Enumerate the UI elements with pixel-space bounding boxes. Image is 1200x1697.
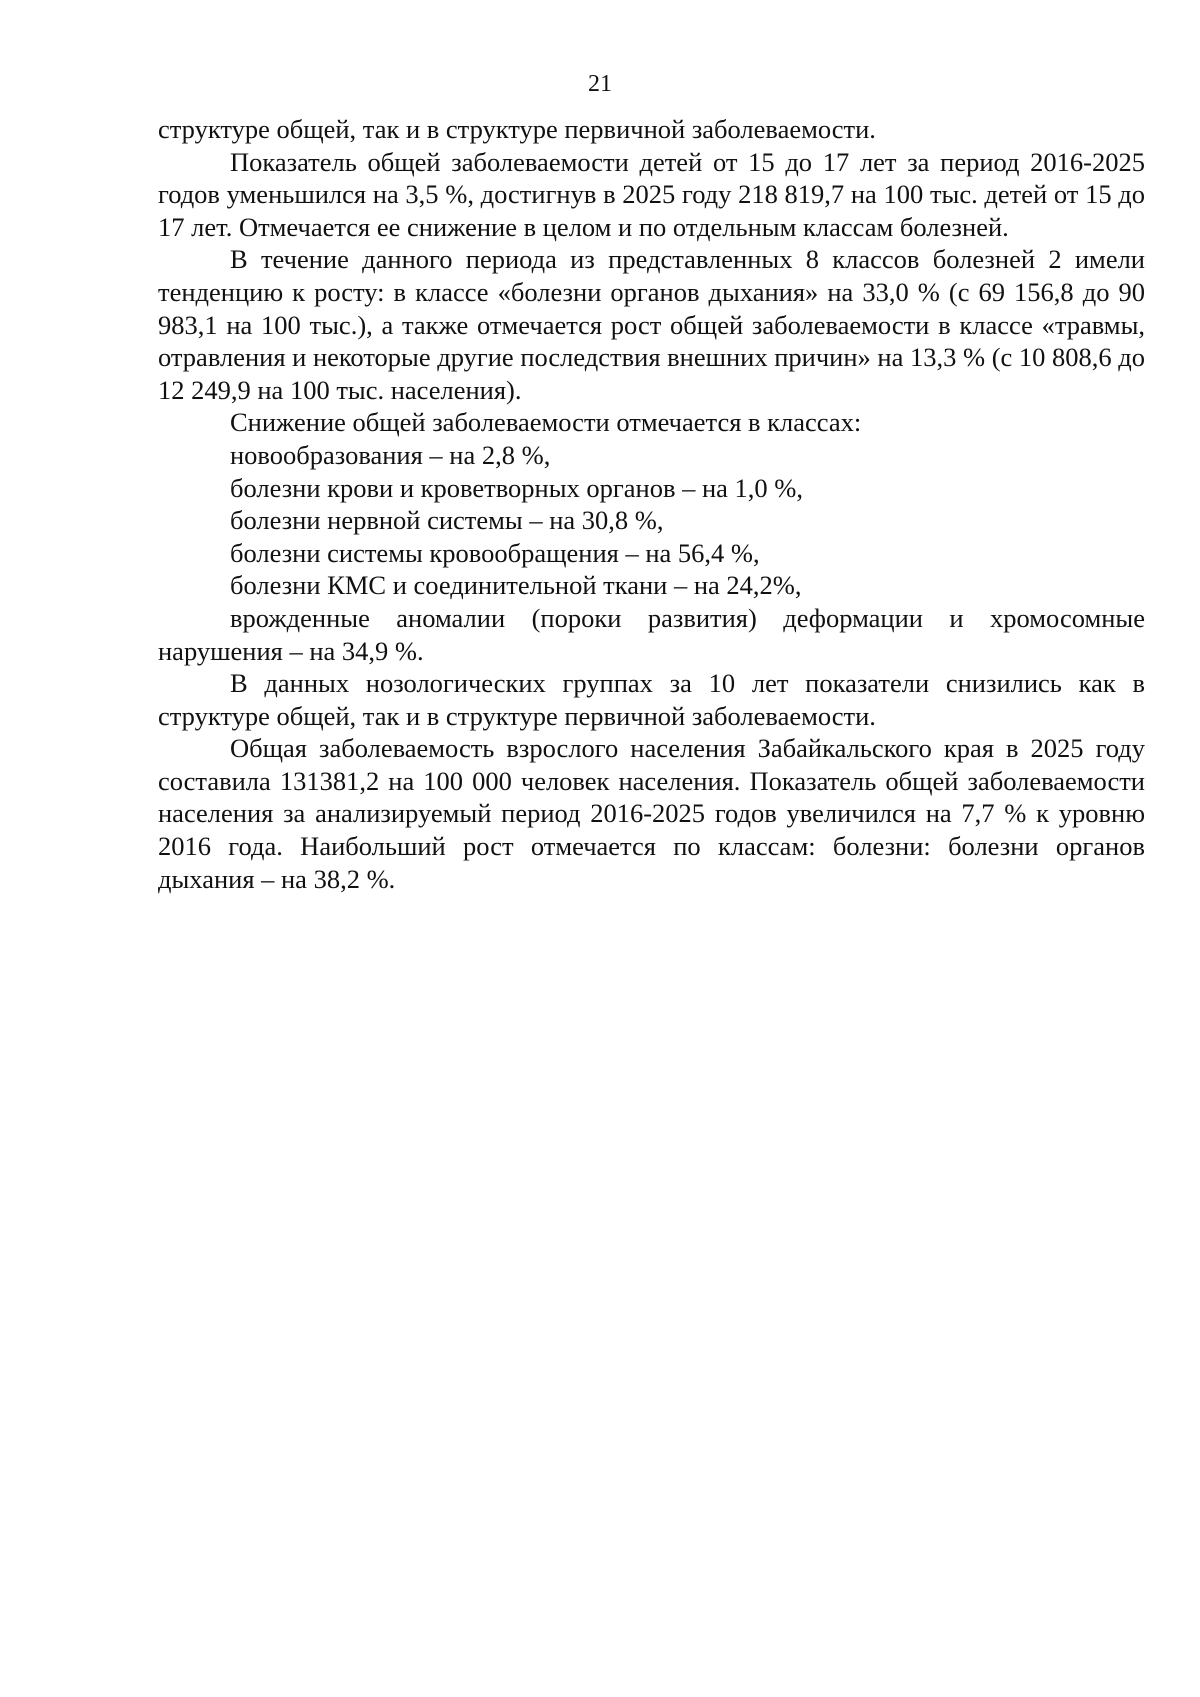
list-item-blood: болезни крови и кроветворных органов – на 1,0 %, [230, 472, 804, 503]
paragraph-adult-morbidity: Общая заболеваемость взрослого населения Забайкальского края в 2025 году составила 131381,2 на 100 000 человек населения. Показатель общей заболеваемости населения за анализируемый период 2016-2025 годов увеличился на 7,7 % к уровню 2016 года. Наибольший рост отмечается по классам: болезни: болезни органов дыхания – на 38,2 %. [158, 733, 1145, 894]
paragraph-decrease-intro: Снижение общей заболеваемости отмечается в классах: [230, 407, 862, 438]
list-item-congenital: врожденные аномалии (пороки развития) деформации и хромосомные нарушения – на 34,9 %. [158, 602, 1145, 666]
paragraph-children-15-17: Показатель общей заболеваемости детей от 15 до 17 лет за период 2016-2025 годов уменьшился на 3,5 %, достигнув в 2025 году 218 819,7 на 100 тыс. детей от 15 до 17 лет. Отмечается ее снижение в целом и по отдельным классам болезней. [158, 146, 1145, 242]
page-number: 21 [588, 71, 612, 97]
list-item-neoplasms: новообразования – на 2,8 %, [230, 439, 551, 470]
list-item-nervous: болезни нервной системы – на 30,8 %, [230, 505, 664, 536]
list-item-musculoskeletal: болезни КМС и соединительной ткани – на 24,2%, [230, 570, 802, 601]
paragraph-continuation: структуре общей, так и в структуре первичной заболеваемости. [158, 114, 876, 144]
list-item-circulatory: болезни системы кровообращения – на 56,4 %, [230, 537, 760, 568]
body-text [158, 113, 1145, 895]
paragraph-nosological-groups: В данных нозологических группах за 10 лет показатели снизились как в структуре общей, так и в структуре первичной заболеваемости. [158, 668, 1145, 731]
paragraph-growth-classes: В течение данного периода из представленных 8 классов болезней 2 имели тенденцию к росту: в классе «болезни органов дыхания» на 33,0 % (с 69 156,8 до 90 983,1 на 100 тыс.), а также отмечается рост общей заболеваемости в классе «травмы, отравления и некоторые другие последствия внешних причин» на 13,3 % (с 10 808,6 до 12 249,9 на 100 тыс. населения). [158, 244, 1146, 405]
